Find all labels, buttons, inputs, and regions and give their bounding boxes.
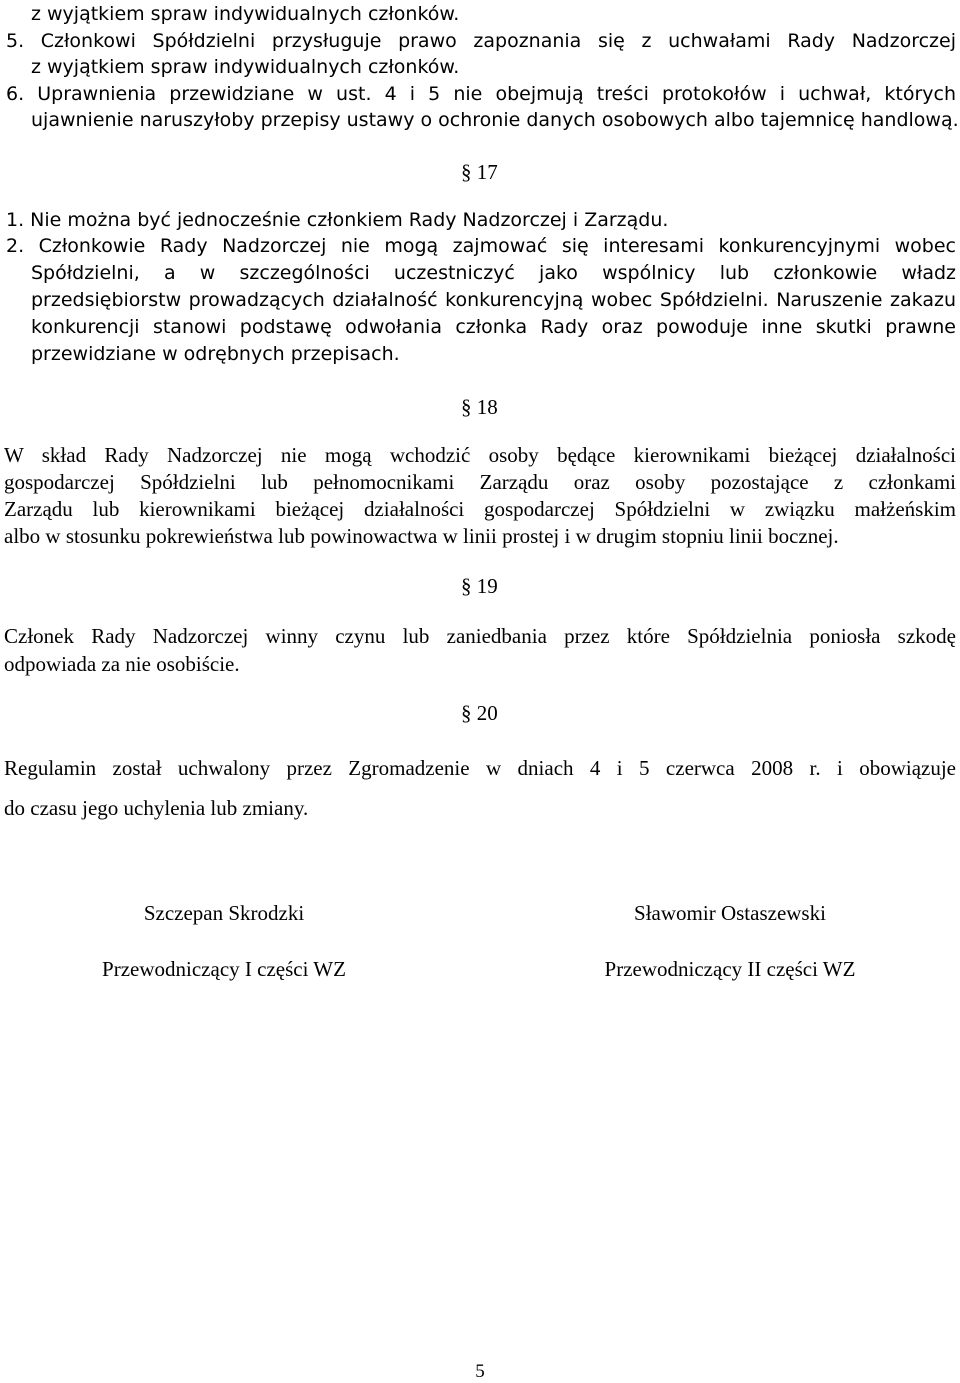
section-18-line: W skład Rady Nadzorczej nie mogą wchodzić osoby będące kierownikami bieżącej działalności bbox=[4, 443, 956, 467]
section-20-line: do czasu jego uchylenia lub zmiany. bbox=[4, 796, 309, 820]
section-17-item-2 bbox=[6, 233, 956, 368]
signature-right-role: Przewodniczący II części WZ bbox=[604, 957, 856, 981]
section-17-item-1: 1. Nie można być jednocześnie członkiem Rady Nadzorczej i Zarządu. bbox=[6, 209, 669, 231]
section-19-body bbox=[4, 622, 956, 678]
section-18-line: Zarządu lub kierownikami bieżącej działalności gospodarczej Spółdzielni w związku małżeńskim bbox=[4, 497, 956, 521]
signature-left-name: Szczepan Skrodzki bbox=[143, 901, 305, 925]
continuation-line: z wyjątkiem spraw indywidualnych członków. bbox=[31, 3, 460, 25]
page-number: 5 bbox=[475, 1361, 485, 1382]
section-19-line: Członek Rady Nadzorczej winny czynu lub zaniedbania przez które Spółdzielnia poniosła szkodę bbox=[4, 624, 956, 648]
section-18-body bbox=[4, 442, 956, 550]
section-19-line: odpowiada za nie osobiście. bbox=[4, 652, 240, 676]
section-17-item-2-line: przewidziane w odrębnych przepisach. bbox=[31, 343, 400, 365]
section-17-item-2-line: przedsiębiorstw prowadzących działalność konkurencyjną wobec Spółdzielni. Naruszenie zakazu bbox=[31, 289, 956, 311]
section-17-item-2-line: konkurencji stanowi podstawę odwołania członka Rady oraz powoduje inne skutki prawne bbox=[31, 316, 956, 338]
item-5-line: 5. Członkowi Spółdzielni przysługuje prawo zapoznania się z uchwałami Rady Nadzorczej bbox=[6, 30, 956, 52]
item-6-line: ujawnienie naruszyłoby przepisy ustawy o ochronie danych osobowych albo tajemnicę handlową. bbox=[31, 109, 959, 131]
section-heading-19: § 19 bbox=[461, 574, 498, 598]
section-18-line: gospodarczej Spółdzielni lub pełnomocnikami Zarządu oraz osoby pozostające z członkami bbox=[4, 470, 956, 494]
item-6-line: 6. Uprawnienia przewidziane w ust. 4 i 5 nie obejmują treści protokołów i uchwał, których bbox=[6, 83, 956, 105]
item-5-line: z wyjątkiem spraw indywidualnych członków. bbox=[31, 56, 460, 78]
section-18-line: albo w stosunku pokrewieństwa lub powinowactwa w linii prostej i w drugim stopniu linii bocznej. bbox=[4, 524, 839, 548]
section-heading-20: § 20 bbox=[461, 701, 498, 725]
section-heading-17: § 17 bbox=[461, 160, 498, 184]
section-17-item-2-line: 2. Członkowie Rady Nadzorczej nie mogą zajmować się interesami konkurencyjnymi wobec bbox=[6, 235, 956, 257]
signature-right-name: Sławomir Ostaszewski bbox=[634, 901, 826, 925]
section-20-line: Regulamin został uchwalony przez Zgromadzenie w dniach 4 i 5 czerwca 2008 r. i obowiązuje bbox=[4, 756, 956, 780]
section-20-body bbox=[4, 748, 956, 828]
section-17-item-2-line: Spółdzielni, a w szczególności uczestniczyć jako wspólnicy lub członkowie władz bbox=[31, 262, 956, 284]
section-heading-18: § 18 bbox=[461, 395, 498, 419]
signature-left-role: Przewodniczący I części WZ bbox=[102, 957, 346, 981]
